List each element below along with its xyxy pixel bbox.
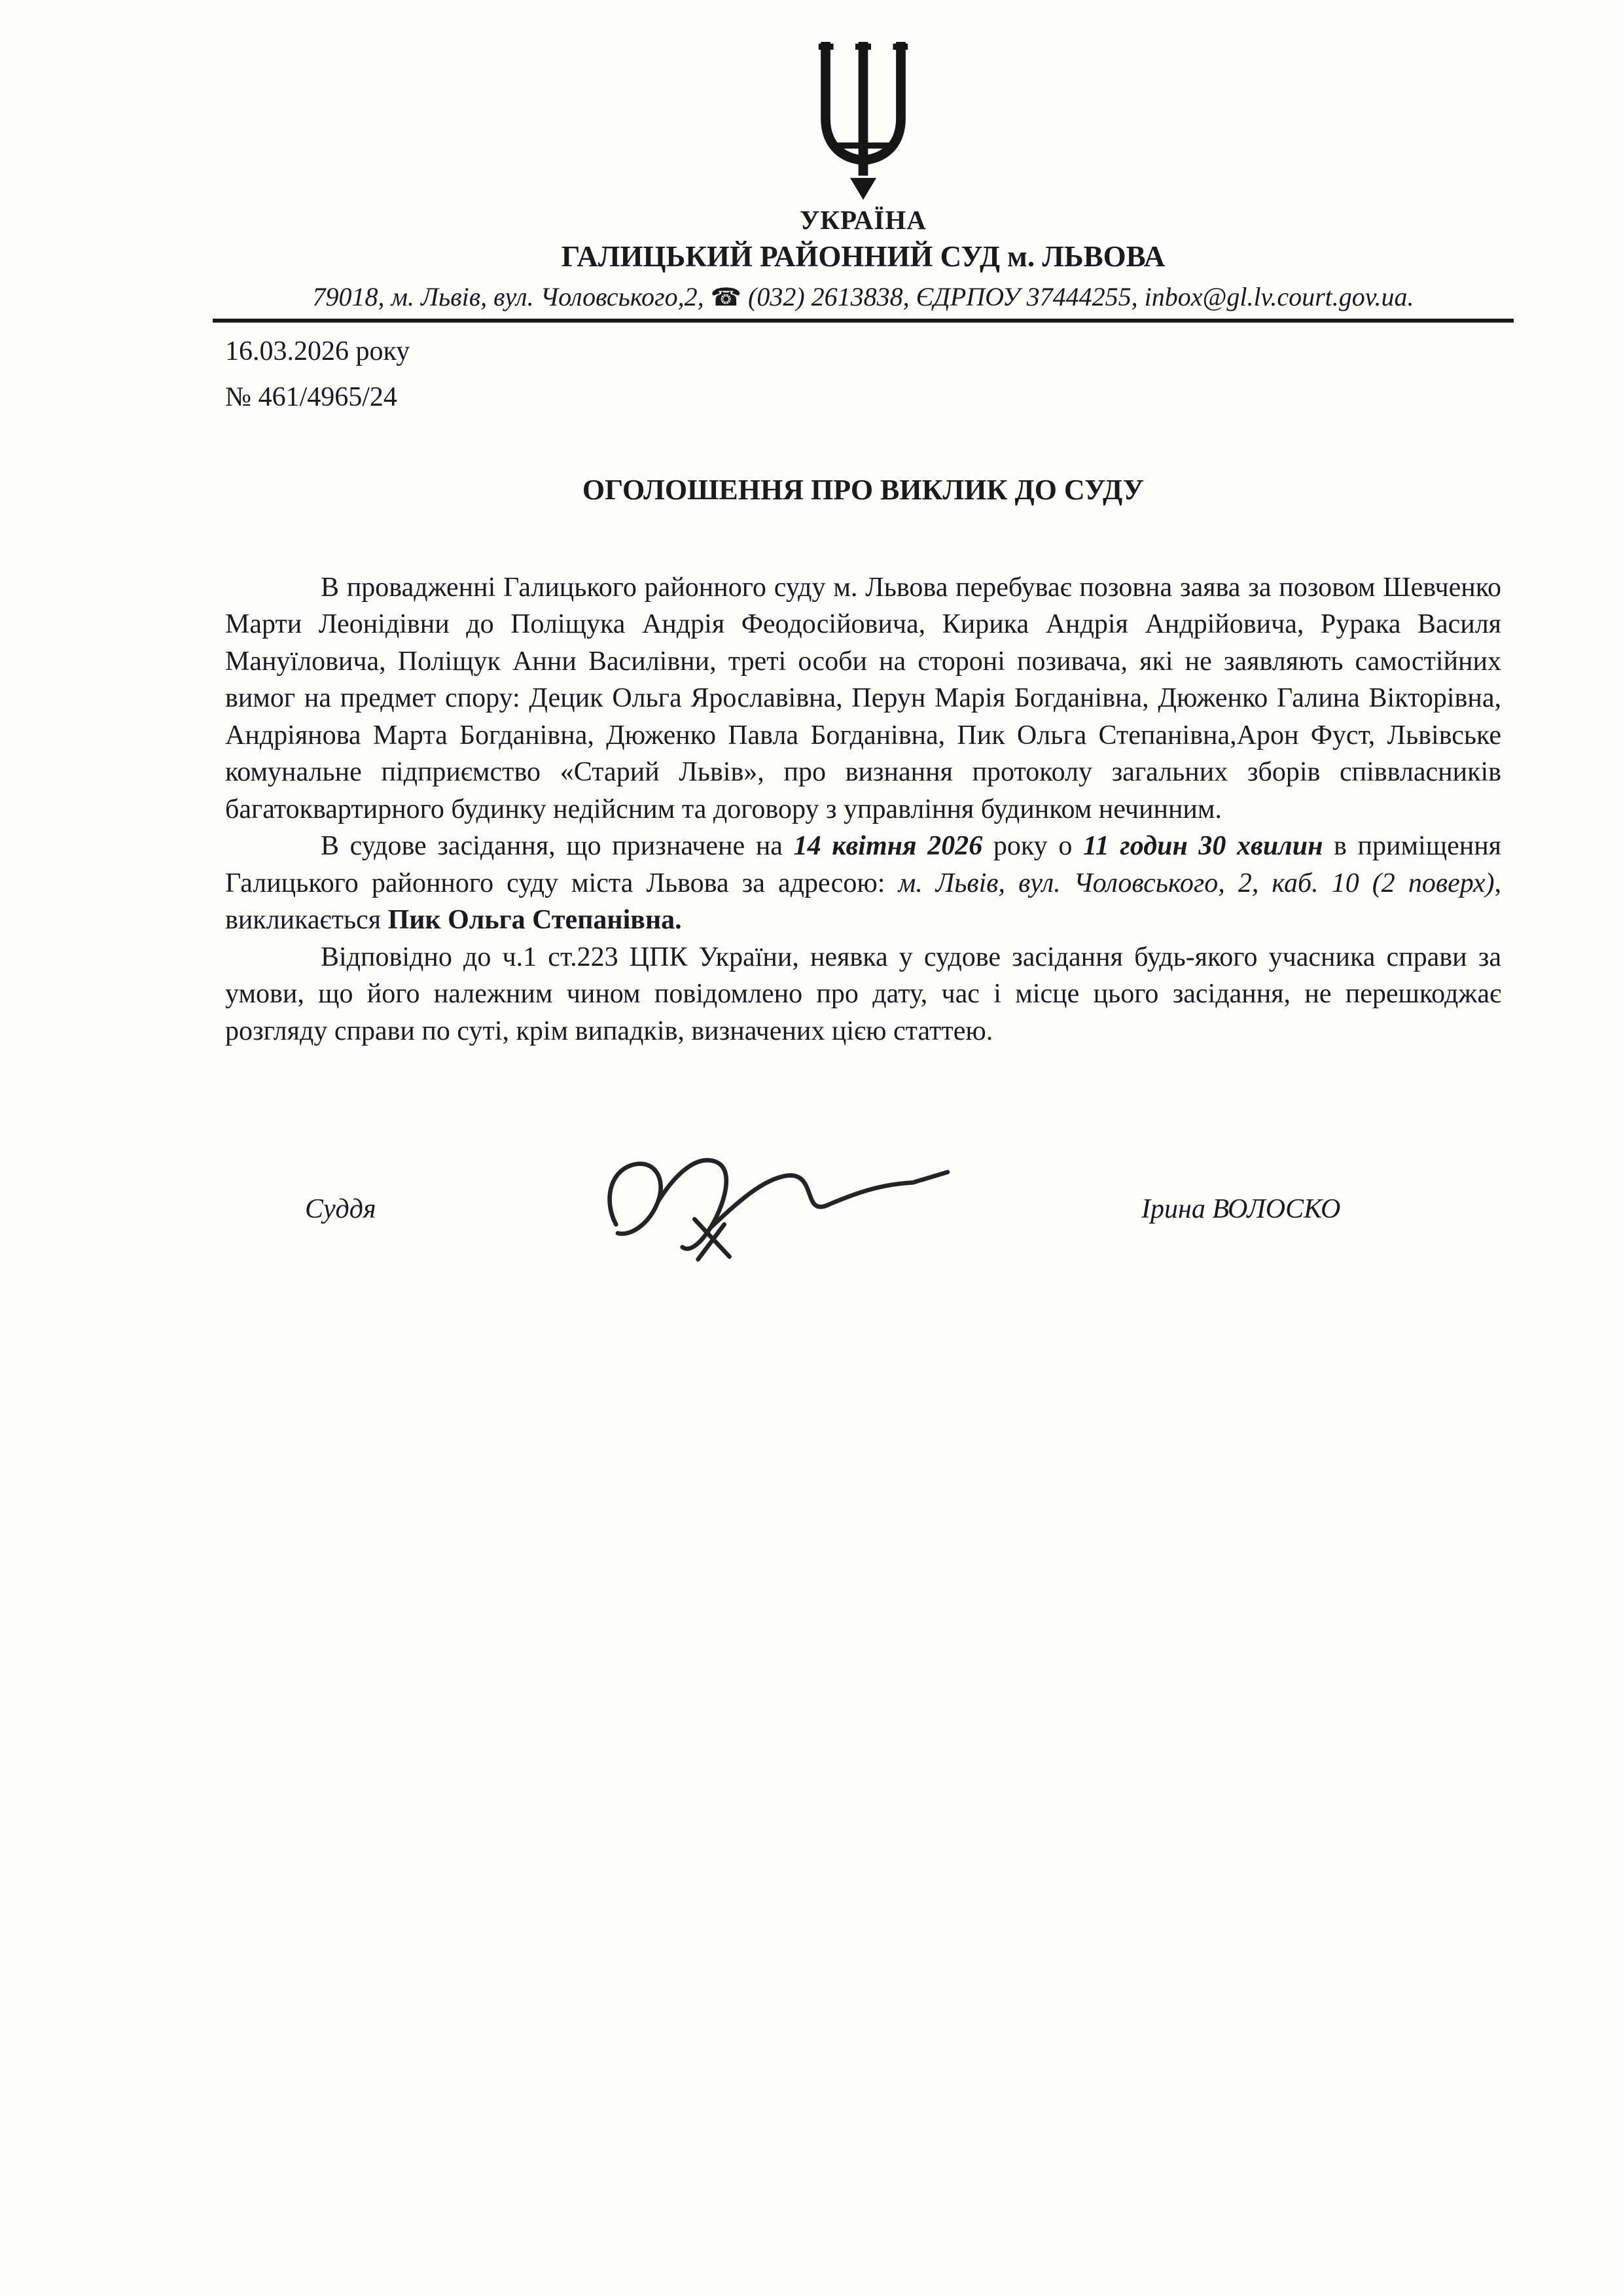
letterhead-divider	[213, 319, 1514, 323]
country-name: УКРАЇНА	[800, 205, 927, 235]
document-date: 16.03.2026 року	[225, 336, 410, 366]
judge-name: Ірина ВОЛОСКО	[1141, 1194, 1341, 1225]
hearing-text-3: в приміщення Галицького районного суду міста Львова за адресою:	[225, 831, 1501, 898]
summoned-person-name: Пик Ольга Степанівна.	[387, 905, 682, 936]
paragraph-legal-notice: Відповідно до ч.1 ст.223 ЦПК України, неявка у судове засідання будь-якого учасника справи за умови, що його належним чином повідомлено про дату, час і місце цього засідання, не перешкоджає розгляду справи по суті, крім випадків, визначених цією статтею.	[225, 942, 1501, 1046]
court-name: ГАЛИЦЬКИЙ РАЙОННИЙ СУД м. ЛЬВОВА	[561, 240, 1166, 273]
hearing-text-2: року о	[982, 831, 1083, 862]
hearing-address: м. Львів, вул. Чоловського, 2, каб. 10 (2 поверх)	[898, 868, 1495, 898]
hearing-time: 11 годин 30 хвилин	[1082, 831, 1323, 862]
hearing-date: 14 квітня 2026	[793, 831, 983, 862]
judge-signature	[592, 1122, 958, 1265]
paragraph-case-description: В провадженні Галицького районного суду м. Львова перебуває позовна заява за позовом Шевченко Марти Леонідівни до Поліщука Андрія Феодосійовича, Кирика Андрія Андрійовича, Рурака Василя Мануїловича, Поліщук Анни Василівни, треті особи на стороні позивача, які не заявляють самостійних вимог на предмет спору: Децик Ольга Ярославівна, Перун Марія Богданівна, Дюженко Галина Вікторівна, Андріянова Марта Богданівна, Дюженко Павла Богданівна, Пик Ольга Степанівна,Арон Фуст, Львівське комунальне підприємство «Старий Львів», про визнання протоколу загальних зборів співвласників багатоквартирного будинку недійсним та договору з управління будинком нечинним.	[225, 573, 1501, 824]
hearing-text-4: , викликається	[225, 868, 1501, 936]
document-title: ОГОЛОШЕННЯ ПРО ВИКЛИК ДО СУДУ	[582, 474, 1145, 506]
case-number: № 461/4965/24	[225, 382, 397, 412]
letterhead	[225, 0, 1501, 323]
document-meta	[225, 336, 1501, 413]
document-body	[225, 569, 1501, 1050]
signature-block	[225, 1122, 1501, 1272]
address-part-2: (032) 2613838, ЄДРПОУ 37444255, inbox@gl.lv.court.gov.ua.	[748, 282, 1414, 311]
ukraine-trident-emblem	[809, 41, 918, 202]
hearing-text-1: В судове засідання, що призначене на	[321, 831, 794, 862]
court-address-line	[225, 281, 1501, 312]
judge-role-label: Суддя	[305, 1194, 376, 1225]
paragraph-hearing-details	[225, 828, 1501, 938]
phone-icon: ☎	[710, 284, 742, 311]
address-part-1: 79018, м. Львів, вул. Чоловського,2,	[312, 282, 704, 311]
